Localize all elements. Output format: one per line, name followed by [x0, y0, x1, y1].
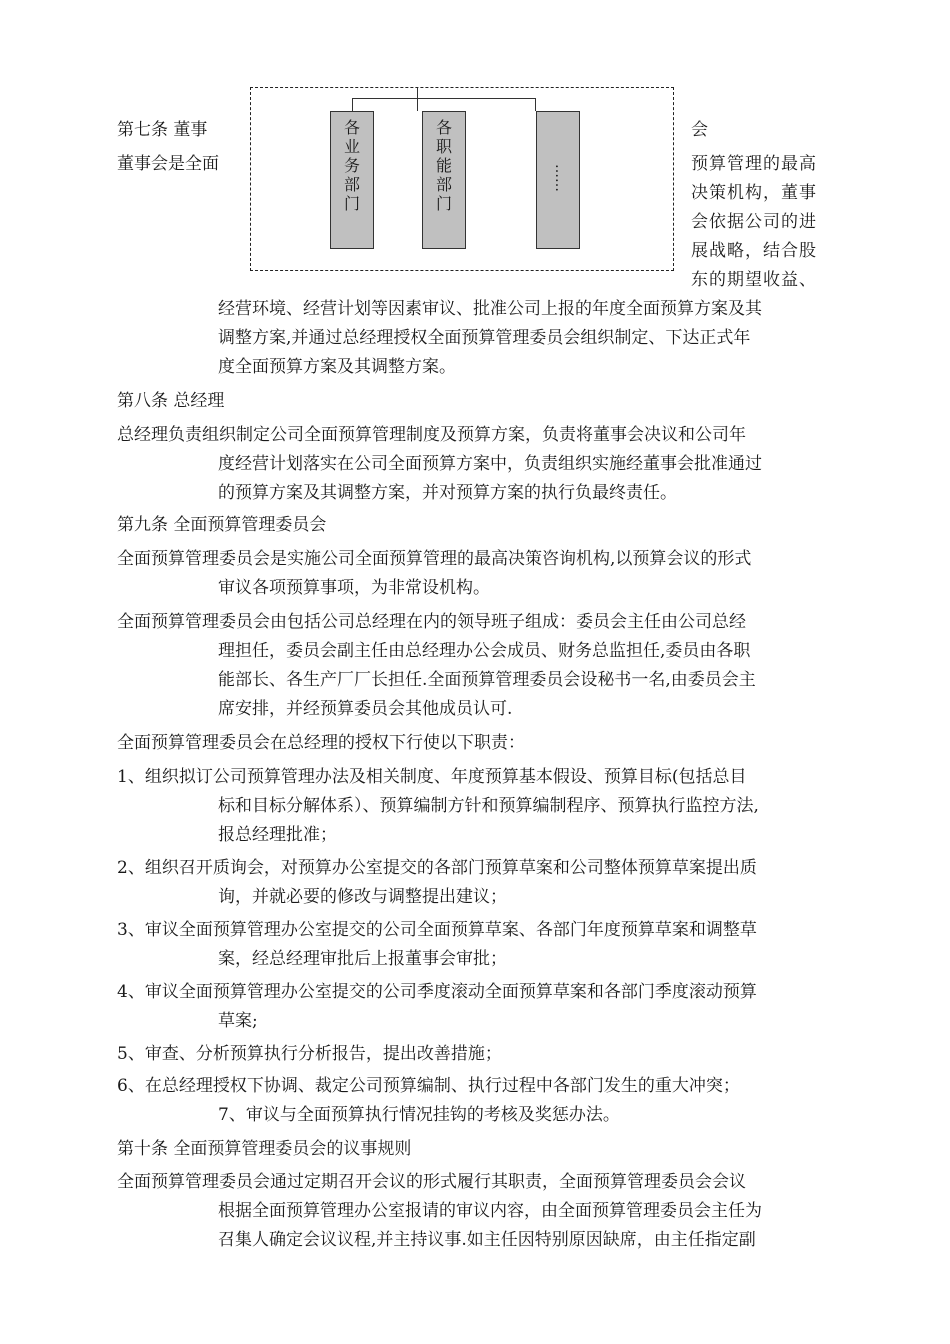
- box-char: 各: [343, 118, 360, 137]
- list-item-cont: 询，并就必要的修改与调整提出建议；: [218, 887, 507, 907]
- connector-left: [352, 98, 353, 111]
- article7-heading-end: 会: [691, 120, 708, 140]
- box-char: 各: [435, 118, 452, 137]
- list-item: 3、审议全面预算管理办公室提交的公司全面预算草案、各部门年度预算草案和调整草: [117, 920, 757, 940]
- article9-heading: 第九条 全面预算管理委员会: [117, 515, 327, 535]
- other-departments-box: [536, 111, 580, 249]
- article9-paragraph: 席安排，并经预算委员会其他成员认可.: [218, 699, 513, 719]
- article10-text: 根据全面预算管理办公室报请的审议内容，由全面预算管理委员会主任为: [218, 1201, 762, 1221]
- box-char: 部: [435, 175, 452, 194]
- ellipsis: ……: [552, 164, 568, 192]
- article9-paragraph: 能部长、各生产厂厂长担任.全面预算管理委员会设秘书一名,由委员会主: [218, 670, 756, 690]
- article10-text: 召集人确定会议议程,并主持议事.如主任因特别原因缺席，由主任指定副: [218, 1230, 756, 1250]
- article7-text-right: 会依据公司的进: [691, 212, 817, 232]
- article7-text-right: 预算管理的最高: [691, 154, 817, 174]
- business-departments-box: [330, 111, 374, 249]
- article8-text: 总经理负责组织制定公司全面预算管理制度及预算方案，负责将董事会决议和公司年: [117, 425, 746, 445]
- article9-paragraph: 理担任，委员会副主任由总经理办公会成员、财务总监担任,委员由各职: [218, 641, 751, 661]
- list-item: 4、审议全面预算管理办公室提交的公司季度滚动全面预算草案和各部门季度滚动预算: [117, 982, 757, 1002]
- article7-text-left: 董事会是全面: [117, 154, 219, 174]
- box-char: 业: [343, 137, 360, 156]
- connector-center: [417, 88, 418, 111]
- article9-paragraph: 审议各项预算事项，为非常设机构。: [218, 578, 490, 598]
- list-item-cont: 案，经总经理审批后上报董事会审批；: [218, 949, 507, 969]
- box-char: 职: [435, 137, 452, 156]
- list-item: 2、组织召开质询会，对预算办公室提交的各部门预算草案和公司整体预算草案提出质: [117, 858, 757, 878]
- list-item-cont: 报总经理批准；: [218, 825, 337, 845]
- article7-text-right: 决策机构，董事: [691, 183, 817, 203]
- functional-departments-box: [422, 111, 466, 249]
- connector-horizontal: [352, 98, 535, 99]
- article10-text: 全面预算管理委员会通过定期召开会议的形式履行其职责，全面预算管理委员会会议: [117, 1172, 746, 1192]
- connector-right: [535, 98, 536, 111]
- org-chart-diagram: [250, 87, 674, 271]
- list-item-cont: 标和目标分解体系）、预算编制方针和预算编制程序、预算执行监控方法,: [218, 796, 759, 816]
- article9-paragraph: 全面预算管理委员会是实施公司全面预算管理的最高决策咨询机构,以预算会议的形式: [117, 549, 752, 569]
- box-char: 能: [435, 156, 452, 175]
- box-char: 部: [343, 175, 360, 194]
- article9-paragraph: 全面预算管理委员会由包括公司总经理在内的领导班子组成：委员会主任由公司总经: [117, 612, 746, 632]
- article7-heading: 第七条 董事: [117, 120, 208, 140]
- list-item: 7、审议与全面预算执行情况挂钩的考核及奖惩办法。: [218, 1105, 620, 1125]
- article10-heading: 第十条 全面预算管理委员会的议事规则: [117, 1139, 412, 1159]
- box-char: 门: [435, 194, 452, 213]
- article7-text-right: 东的期望收益、: [691, 270, 817, 290]
- article8-heading: 第八条 总经理: [117, 391, 225, 411]
- article7-text-right: 展战略，结合股: [691, 241, 817, 261]
- list-item-cont: 草案;: [218, 1011, 258, 1031]
- article7-text: 调整方案,并通过总经理授权全面预算管理委员会组织制定、下达正式年: [218, 328, 751, 348]
- box-char: 门: [343, 194, 360, 213]
- article7-text: 度全面预算方案及其调整方案。: [218, 357, 456, 377]
- box-char: 务: [343, 156, 360, 175]
- list-item: 5、审查、分析预算执行分析报告，提出改善措施；: [117, 1044, 502, 1064]
- article8-text: 的预算方案及其调整方案，并对预算方案的执行负最终责任。: [218, 483, 677, 503]
- article8-text: 度经营计划落实在公司全面预算方案中，负责组织实施经董事会批准通过: [218, 454, 762, 474]
- article9-paragraph: 全面预算管理委员会在总经理的授权下行使以下职责：: [117, 733, 525, 753]
- list-item: 6、在总经理授权下协调、裁定公司预算编制、执行过程中各部门发生的重大冲突；: [117, 1076, 740, 1096]
- list-item: 1、组织拟订公司预算管理办法及相关制度、年度预算基本假设、预算目标(包括总目: [117, 767, 747, 787]
- article7-text: 经营环境、经营计划等因素审议、批准公司上报的年度全面预算方案及其: [218, 299, 762, 319]
